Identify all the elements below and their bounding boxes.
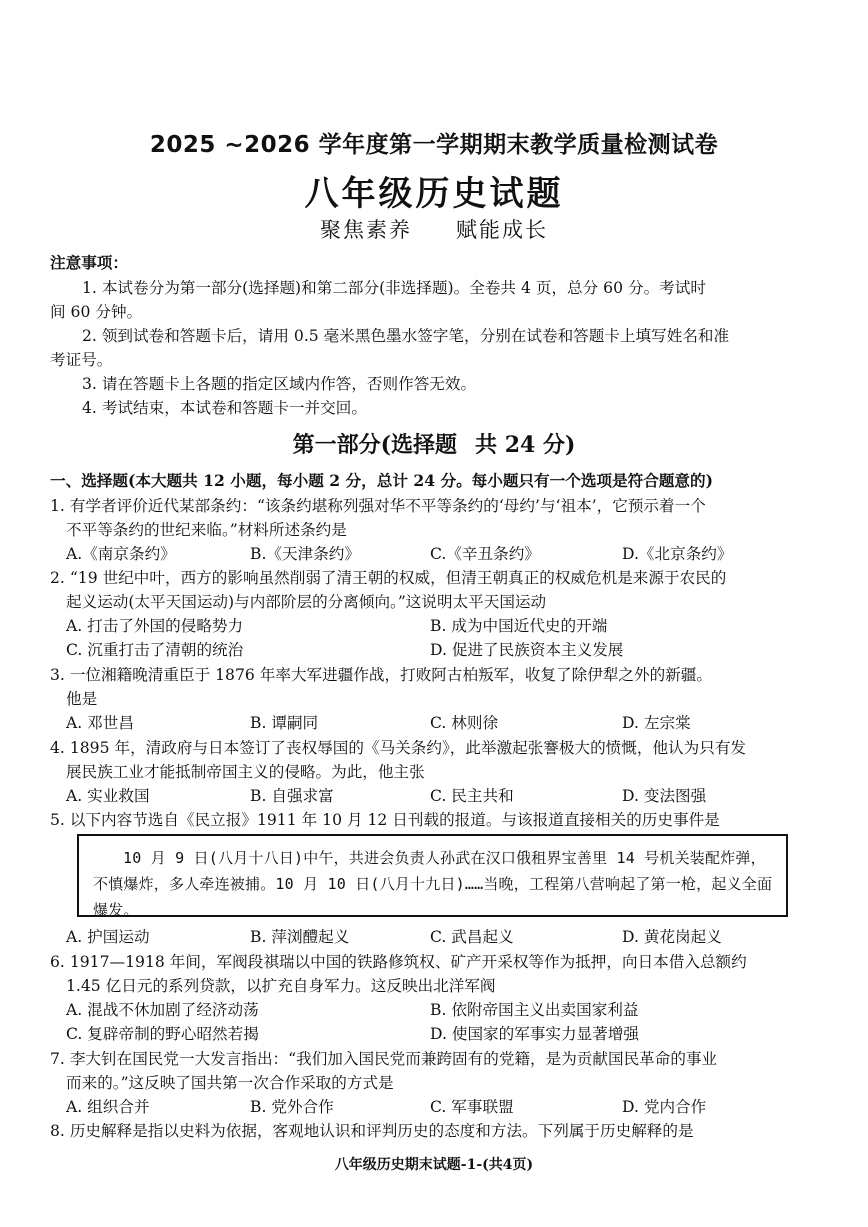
q3-option-c: C. 林则徐 <box>430 714 499 732</box>
q5-stem: 5. 以下内容节选自《民立报》1911 年 10 月 12 日刊载的报道。与该报道直接相关的历史事件是 <box>50 811 720 829</box>
section1-instruction: 一、选择题(本大题共 12 小题，每小题 2 分，总计 24 分。每小题只有一个选项是符合题意的) <box>50 471 713 490</box>
q7-option-b: B. 党外合作 <box>250 1098 334 1116</box>
notice-heading: 注意事项： <box>50 253 128 272</box>
q5-option-d: D. 黄花岗起义 <box>622 928 722 946</box>
q2-option-a: A. 打击了外国的侵略势力 <box>66 617 244 635</box>
notice-item2-line2: 考证号。 <box>50 351 113 369</box>
q1-option-d: D.《北京条约》 <box>622 545 733 563</box>
q7-option-d: D. 党内合作 <box>622 1098 707 1116</box>
notice-item3: 3. 请在答题卡上各题的指定区域内作答，否则作答无效。 <box>82 375 477 393</box>
q5-option-c: C. 武昌起义 <box>430 928 514 946</box>
q1-stem-line1: 1. 有学者评价近代某部条约：“该条约堪称列强对华不平等条约的‘母约’与‘祖本’，它预示着一个 <box>50 497 706 515</box>
q3-option-d: D. 左宗棠 <box>622 714 691 732</box>
q6-option-a: A. 混战不休加剧了经济动荡 <box>66 1001 259 1019</box>
q4-option-d: D. 变法图强 <box>622 787 707 805</box>
q7-stem-line2: 而来的。”这反映了国共第一次合作采取的方式是 <box>66 1074 394 1092</box>
q3-stem-line1: 3. 一位湘籍晚清重臣于 1876 年率大军进疆作战，打败阿古柏叛军，收复了除伊犁之外的新疆。 <box>50 666 712 684</box>
q6-option-b: B. 依附帝国主义出卖国家利益 <box>430 1001 639 1019</box>
q8-stem-line1: 8. 历史解释是指以史料为依据，客观地认识和评判历史的态度和方法。下列属于历史解释的是 <box>50 1122 694 1140</box>
q5-quote-text: 10 月 9 日(八月十八日)中午，共进会负责人孙武在汉口俄租界宝善里 14 号机关装配炸弹，不慎爆炸，多人牵连被捕。10 月 10 日(八月十九日)……当晚，工程第八营响起了第一枪，起义全面爆发。 <box>93 849 773 919</box>
slogan-right: 赋能成长 <box>456 218 548 242</box>
notice-item1-line2: 间 60 分钟。 <box>50 303 143 321</box>
notice-item4: 4. 考试结束，本试卷和答题卡一并交回。 <box>82 399 367 417</box>
q3-stem-line2: 他是 <box>66 690 98 708</box>
section1-title-right: 共 24 分) <box>475 432 576 458</box>
q4-option-b: B. 自强求富 <box>250 787 334 805</box>
q5-option-a: A. 护国运动 <box>66 928 150 946</box>
notice-item2-line1: 2. 领到试卷和答题卡后，请用 0.5 毫米黑色墨水签字笔，分别在试卷和答题卡上填写姓名和准 <box>82 327 730 345</box>
q2-option-d: D. 促进了民族资本主义发展 <box>430 641 624 659</box>
q4-option-a: A. 实业救国 <box>66 787 150 805</box>
q7-stem-line1: 7. 李大钊在国民党一大发言指出：“我们加入国民党而兼跨固有的党籍，是为贡献国民革命的事业 <box>50 1050 718 1068</box>
q4-option-c: C. 民主共和 <box>430 787 514 805</box>
section1-title <box>0 428 868 459</box>
exam-title-line1: 2025 ~2026 学年度第一学期期末教学质量检测试卷 <box>149 132 719 158</box>
q2-option-c: C. 沉重打击了清朝的统治 <box>66 641 244 659</box>
q3-option-b: B. 谭嗣同 <box>250 714 319 732</box>
section1-title-left: 第一部分(选择题 <box>292 432 458 458</box>
q1-option-b: B.《天津条约》 <box>250 545 360 563</box>
q4-stem-line2: 展民族工业才能抵制帝国主义的侵略。为此，他主张 <box>66 763 425 781</box>
page-footer: 八年级历史期末试题-1-(共4页) <box>334 1157 534 1173</box>
q5-option-b: B. 萍浏醴起义 <box>250 928 350 946</box>
q1-option-a: A.《南京条约》 <box>66 545 176 563</box>
q6-option-c: C. 复辟帝制的野心昭然若揭 <box>66 1025 259 1043</box>
q4-stem-line1: 4. 1895 年，清政府与日本签订了丧权辱国的《马关条约》，此举激起张謇极大的愤慨，他认为只有发 <box>50 739 747 757</box>
q6-stem-line2: 1.45 亿日元的系列贷款，以扩充自身军力。这反映出北洋军阀 <box>66 977 496 995</box>
q6-stem-line1: 6. 1917—1918 年间，军阀段祺瑞以中国的铁路修筑权、矿产开采权等作为抵押，向日本借入总额约 <box>50 953 747 971</box>
q6-option-d: D. 使国家的军事实力显著增强 <box>430 1025 639 1043</box>
slogan-left: 聚焦素养 <box>320 218 412 242</box>
q2-stem-line1: 2. “19 世纪中叶，西方的影响虽然削弱了清王朝的权威，但清王朝真正的权威危机是来源于农民的 <box>50 569 727 587</box>
q7-option-a: A. 组织合并 <box>66 1098 150 1116</box>
q5-quote-box <box>77 834 788 917</box>
q2-stem-line2: 起义运动(太平天国运动)与内部阶层的分离倾向。”这说明太平天国运动 <box>66 593 547 611</box>
q3-option-a: A. 邓世昌 <box>66 714 134 732</box>
q1-option-c: C.《辛丑条约》 <box>430 545 540 563</box>
notice-item1-line1: 1. 本试卷分为第一部分(选择题)和第二部分(非选择题)。全卷共 4 页，总分 60 分。考试时 <box>82 279 706 297</box>
slogan <box>0 214 868 244</box>
q1-stem-line2: 不平等条约的世纪来临。”材料所述条约是 <box>66 521 347 539</box>
exam-title-line2: 八年级历史试题 <box>304 174 564 214</box>
q2-option-b: B. 成为中国近代史的开端 <box>430 617 608 635</box>
q7-option-c: C. 军事联盟 <box>430 1098 514 1116</box>
